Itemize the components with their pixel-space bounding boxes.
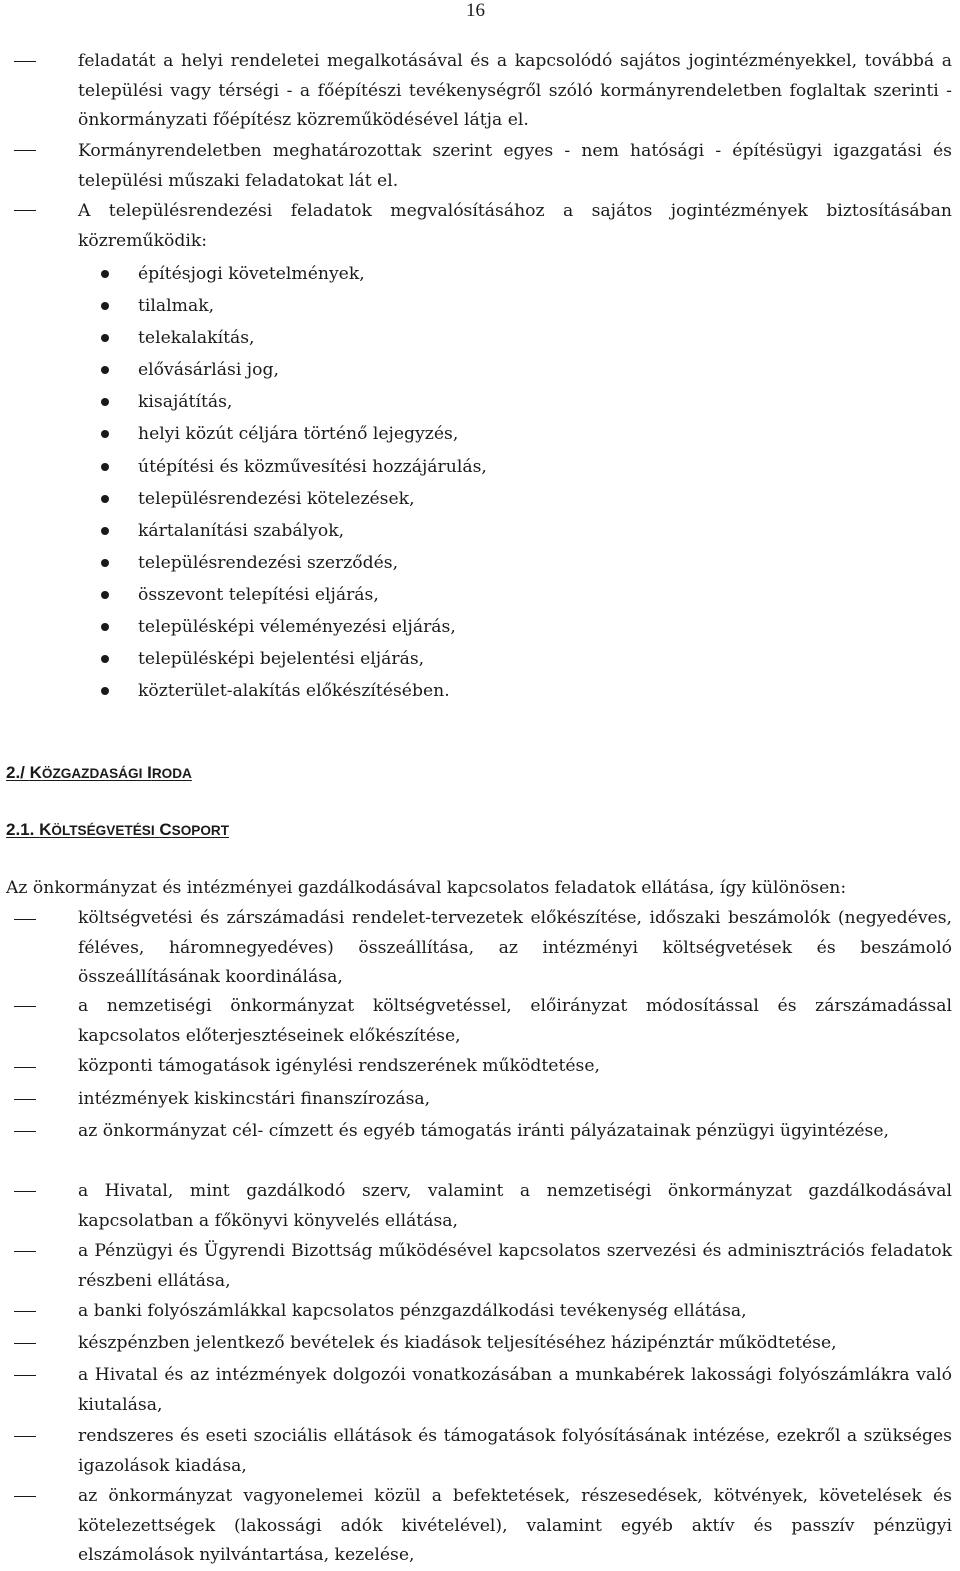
bullet-icon <box>101 270 109 278</box>
subsection-heading: 2.1. KÖLTSÉGVETÉSI CSOPORT <box>6 820 230 839</box>
task-item: a Hivatal, mint gazdálkodó szerv, valamint a nemzetiségi önkormányzat gazdálkodásával kapcsolatban a főkönyvi könyvelés ellátása, <box>78 1181 952 1231</box>
task-item: a banki folyószámlákkal kapcsolatos pénzgazdálkodási tevékenység ellátása, <box>78 1301 747 1321</box>
bullet-item: helyi közút céljára történő lejegyzés, <box>138 418 487 450</box>
bullet-icon <box>101 559 109 567</box>
bullet-icon <box>101 495 109 503</box>
bullet-icon <box>101 398 109 406</box>
dash-marker <box>14 1099 36 1100</box>
paragraph-item: feladatát a helyi rendeletei megalkotásával és a kapcsolódó sajátos jogintézményekkel, továbbá a települési vagy térségi - a főépítészi tevékenységről szóló kormányrendeletben foglaltak szerinti - önkormányzati főépítész közreműködésével látja el. <box>78 51 952 130</box>
page-number: 16 <box>466 0 485 21</box>
dash-marker <box>14 1131 36 1132</box>
bullet-item: telekalakítás, <box>138 322 487 354</box>
bullet-item: településképi bejelentési eljárás, <box>138 643 487 675</box>
bullet-item: tilalmak, <box>138 290 487 322</box>
bullet-icon <box>101 655 109 663</box>
dash-marker <box>14 1311 36 1312</box>
task-item: a Hivatal és az intézmények dolgozói vonatkozásában a munkabérek lakossági folyószámlákra való kiutalása, <box>78 1365 952 1415</box>
section-heading: 2./ KÖZGAZDASÁGI IRODA <box>6 763 192 782</box>
task-item: az önkormányzat vagyonelemei közül a befektetések, részesedések, kötvények, követelések és kötelezettségek (lakossági adók kivételével), valamint egyéb aktív és passzív pénzügyi elszámolások nyilvántartása, kezelése, <box>78 1486 952 1565</box>
task-item: az önkormányzat cél- címzett és egyéb támogatás iránti pályázatainak pénzügyi ügyintézése, <box>78 1121 890 1141</box>
bullet-icon <box>101 527 109 535</box>
task-item: költségvetési és zárszámadási rendelet-tervezetek előkészítése, időszaki beszámolók (negyedéves, féléves, háromnegyedéves) összeállítása, az intézményi költségvetések és beszámoló összeállításának koordinálása, <box>78 908 952 987</box>
dash-marker <box>14 61 36 62</box>
bullet-item: elővásárlási jog, <box>138 354 487 386</box>
bullet-icon <box>101 366 109 374</box>
bullet-item: településrendezési kötelezések, <box>138 483 487 515</box>
dash-marker <box>14 1067 36 1068</box>
task-item: a Pénzügyi és Ügyrendi Bizottság működésével kapcsolatos szervezési és adminisztrációs feladatok részbeni ellátása, <box>78 1241 952 1291</box>
dash-marker <box>14 210 36 211</box>
dash-marker <box>14 1496 36 1497</box>
bullet-item: kisajátítás, <box>138 386 487 418</box>
dash-marker <box>14 150 36 151</box>
dash-marker <box>14 1251 36 1252</box>
bullet-item: településképi véleményezési eljárás, <box>138 611 487 643</box>
task-item: készpénzben jelentkező bevételek és kiadások teljesítéséhez házipénztár működtetése, <box>78 1333 837 1353</box>
dash-marker <box>14 1343 36 1344</box>
bullet-icon <box>101 687 109 695</box>
bullet-item: kártalanítási szabályok, <box>138 515 487 547</box>
bullet-item: útépítési és közművesítési hozzájárulás, <box>138 451 487 483</box>
dash-marker <box>14 1436 36 1437</box>
paragraph-item: A településrendezési feladatok megvalósításához a sajátos jogintézmények biztosításában közreműködik: <box>78 201 952 251</box>
dash-marker <box>14 1191 36 1192</box>
bullet-item: közterület-alakítás előkészítésében. <box>138 675 487 707</box>
task-item: központi támogatások igénylési rendszerének működtetése, <box>78 1056 601 1076</box>
bullet-icon <box>101 302 109 310</box>
bullet-icon <box>101 430 109 438</box>
bullet-item: összevont telepítési eljárás, <box>138 579 487 611</box>
task-item: intézmények kiskincstári finanszírozása, <box>78 1089 431 1109</box>
dash-marker <box>14 1006 36 1007</box>
bullet-icon <box>101 463 109 471</box>
bullet-list <box>138 258 487 707</box>
intro-sentence: Az önkormányzat és intézményei gazdálkodásával kapcsolatos feladatok ellátása, így különösen: <box>6 878 847 898</box>
dash-marker <box>14 919 36 920</box>
bullet-icon <box>101 623 109 631</box>
paragraph-item: Kormányrendeletben meghatározottak szerint egyes - nem hatósági - építésügyi igazgatási és települési műszaki feladatokat lát el. <box>78 141 952 191</box>
bullet-item: településrendezési szerződés, <box>138 547 487 579</box>
bullet-item: építésjogi követelmények, <box>138 258 487 290</box>
bullet-icon <box>101 591 109 599</box>
task-item: rendszeres és eseti szociális ellátások és támogatások folyósításának intézése, ezekről a szükséges igazolások kiadása, <box>78 1426 952 1476</box>
dash-marker <box>14 1375 36 1376</box>
task-item: a nemzetiségi önkormányzat költségvetéssel, előirányzat módosítással és zárszámadással kapcsolatos előterjesztéseinek előkészítése, <box>78 996 952 1046</box>
bullet-icon <box>101 334 109 342</box>
